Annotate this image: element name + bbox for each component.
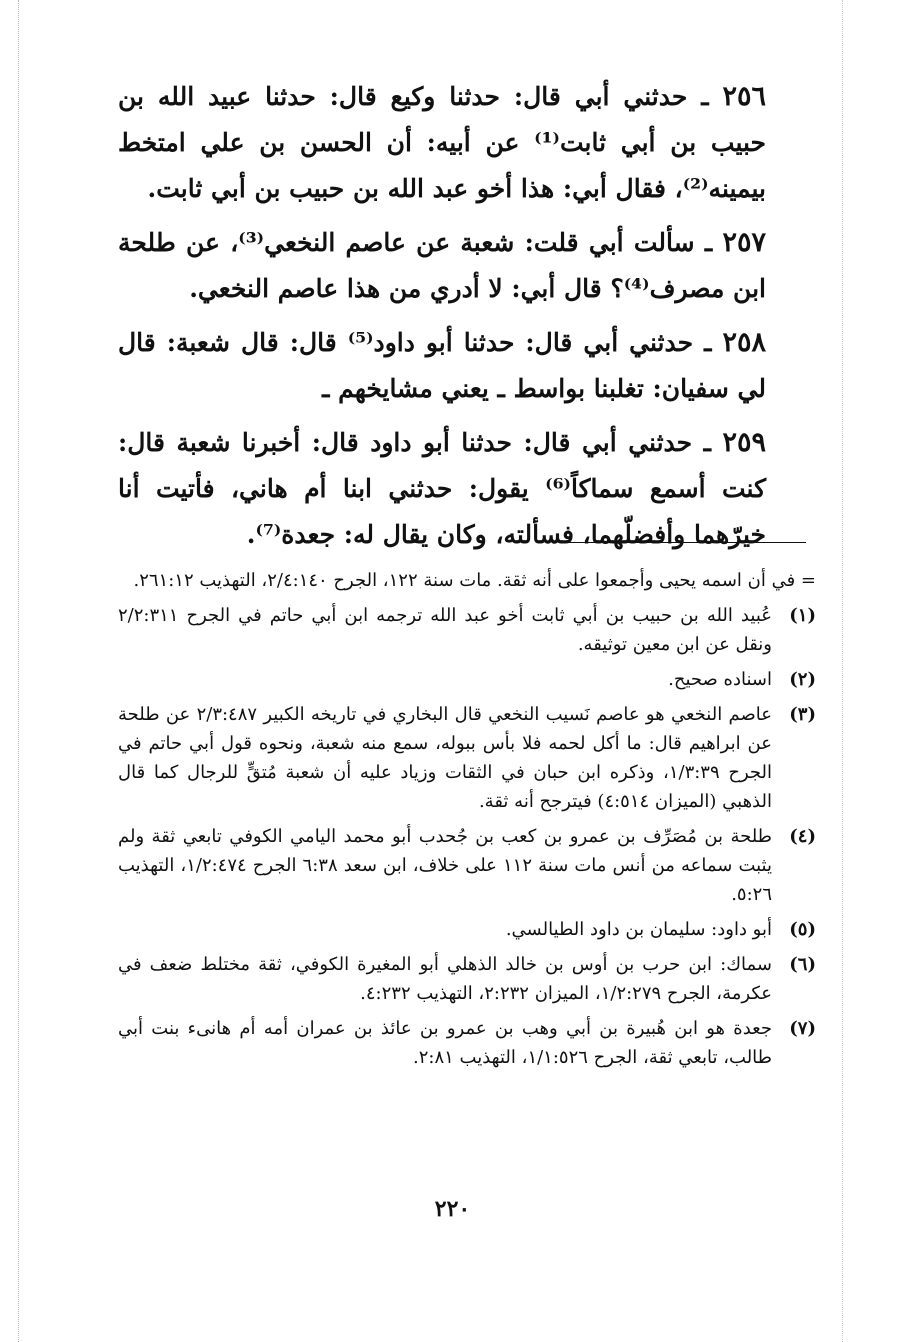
narration-number: ٢٥٨	[722, 327, 766, 358]
scan-margin-line-right	[842, 0, 843, 1342]
narration-number: ٢٥٦	[722, 81, 766, 112]
footnote-continuation	[118, 566, 816, 595]
footnote-marker: (٥)	[789, 919, 816, 940]
narration-paragraph-256	[118, 74, 766, 212]
footnote-text: سماك: ابن حرب بن أوس بن خالد الذهلي أبو المغيرة الكوفي، ثقة مختلط ضعف في عكرمة، الجرح ١/٢:٢٧٩، الميزان ٢:٢٣٢، التهذيب ٤:٢٣٢.	[118, 954, 772, 1004]
narration-paragraph-258	[118, 320, 766, 412]
main-text-body	[118, 74, 766, 566]
footnote-text: أبو داود: سليمان بن داود الطيالسي.	[505, 919, 772, 940]
footnote-5	[118, 915, 816, 944]
footnote-4	[118, 822, 816, 909]
footnote-marker: (٤)	[789, 826, 816, 847]
footnote-text: اسناده صحيح.	[668, 669, 772, 690]
page-number: ٢٢٠	[434, 1196, 471, 1222]
footnote-marker: (٦)	[789, 954, 816, 975]
footnote-marker: (٧)	[789, 1018, 816, 1039]
narration-text: حدثني أبي قال: حدثنا أبو داود⁽⁵⁾ قال: قال شعبة: قال لي سفيان: تغلبنا بواسط ـ يعني مشايخهم ـ	[118, 328, 766, 403]
narration-number: ٢٥٧	[722, 227, 766, 258]
narration-paragraph-257	[118, 220, 766, 312]
footnote-7	[118, 1014, 816, 1072]
footnote-separator-rule	[562, 542, 806, 543]
footnote-text: = في أن اسمه يحيى وأجمعوا على أنه ثقة. مات سنة ١٢٢، الجرح ٢/٤:١٤٠، التهذيب ٢٦١:١٢.	[133, 570, 816, 591]
footnote-text: طلحة بن مُصَرِّف بن عمرو بن كعب بن جُحدب أبو محمد اليامي الكوفي تابعي ثقة ولم يثبت سماعه من أنس مات سنة ١١٢ على خلاف، ابن سعد ٦:٣٨ الجرح ١/٢:٤٧٤، التهذيب ٥:٢٦.	[118, 826, 772, 905]
footnote-2	[118, 665, 816, 694]
footnote-6	[118, 950, 816, 1008]
narration-number: ٢٥٩	[722, 427, 766, 458]
narration-text: حدثني أبي قال: حدثنا وكيع قال: حدثنا عبيد الله بن حبيب بن أبي ثابت⁽¹⁾ عن أبيه: أن الحسن بن علي امتخط بيمينه⁽²⁾، فقال أبي: هذا أخو عبد الله بن حبيب بن أبي ثابت.	[118, 82, 766, 203]
narration-dash: ـ	[693, 328, 712, 357]
footnote-text: عُبيد الله بن حبيب بن أبي ثابت أخو عبد الله ترجمه ابن أبي حاتم في الجرح ٢/٢:٣١١ ونقل عن ابن معين توثيقه.	[118, 605, 772, 655]
narration-text: حدثني أبي قال: حدثنا أبو داود قال: أخبرنا شعبة قال: كنت أسمع سماكاً⁽⁶⁾ يقول: حدثني ابنا أم هاني، فأتيت أنا خيرّهما وأفضلّهما، فسألته، وكان يقال له: جعدة⁽⁷⁾.	[118, 428, 766, 549]
narration-dash: ـ	[687, 82, 709, 111]
footnote-marker: (٢)	[789, 669, 816, 690]
narration-paragraph-259	[118, 420, 766, 558]
footnote-marker: (١)	[789, 605, 816, 626]
narration-text: سألت أبي قلت: شعبة عن عاصم النخعي⁽³⁾، عن طلحة ابن مصرف⁽⁴⁾؟ قال أبي: لا أدري من هذا عاصم النخعي.	[118, 228, 766, 303]
footnote-1	[118, 601, 816, 659]
footnote-3	[118, 700, 816, 816]
scan-margin-line-left	[18, 0, 19, 1342]
footnotes-section	[118, 566, 816, 1078]
footnote-marker: (٣)	[789, 704, 816, 725]
narration-dash: ـ	[692, 428, 711, 457]
footnote-text: جعدة هو ابن هُبيرة بن أبي وهب بن عمرو بن عائذ بن عمران أمه أم هانىء بنت أبي طالب، تابعي ثقة، الجرح ١/١:٥٢٦، التهذيب ٢:٨١.	[118, 1018, 772, 1068]
narration-dash: ـ	[694, 228, 713, 257]
footnote-text: عاصم النخعي هو عاصم نَسيب النخعي قال البخاري في تاريخه الكبير ٢/٣:٤٨٧ عن طلحة عن ابراهيم قال: ما أكل لحمه فلا بأس ببوله، سمع منه شعبة، ونحوه قول أبي حاتم في الجرح ١/٣:٣٩، وذكره ابن حبان في الثقات وزياد عليه أن شعبة مُتقٍّ للرجال كما قال الذهبي (الميزان ٤:٥١٤) فيترجح أنه ثقة.	[118, 704, 772, 812]
